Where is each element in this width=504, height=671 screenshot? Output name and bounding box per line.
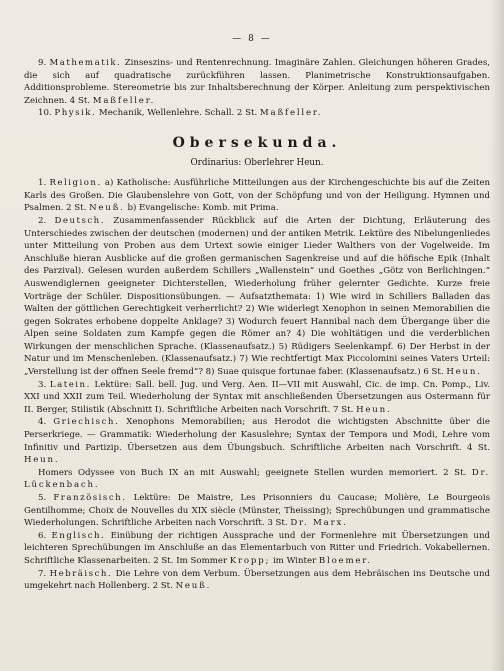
item-latein [24,379,490,417]
item-text-continued: b) Evangelische: Komb. mit Prima. [127,203,279,214]
teacher-name: Neuß. [89,203,125,214]
item-subject: Latein. [49,379,91,390]
teacher-name: Neuß. [175,581,212,592]
teacher-name: Dr. Lückenbach. [24,467,490,491]
item-number: 5. [38,493,47,503]
teacher-name: Maßfeller. [92,95,156,106]
item-number: 10. [38,108,52,119]
document-body [24,57,490,593]
item-text: Homers Odyssee von Buch IX an mit Auswahl; geeignete Stellen wurden memoriert. 2 St. [38,467,467,478]
item-text: Lektüre: Sall. bell. Jug. und Verg. Aen. II—VII mit Auswahl, Cic. de imp. Cn. Pomp., Liv. XXI und XXII zum Teil. Wiederholung der Syntax mit anschließenden Übersetzungen aus Ostermann für II. Berger, Stilistik (Abschnitt I). Schriftliche Arbeiten nach Vorschrift. 7 St. [24,379,491,415]
page-number: — 8 — [232,34,272,44]
item-number: 2. [38,215,47,226]
item-griechisch [24,416,490,466]
ordinarius-line [24,157,490,170]
ordinarius-label: Ordinarius: [190,157,242,168]
item-text: Einübung der richtigen Aussprache und der Formenlehre mit Übersetzungen und leichteren Sprechübungen im Anschluße an das Elementarbuch von Ritter und Friedrich. Vokabellernen. Schriftliche Klassenarbeiten. 2 St. Im Sommer [24,530,491,566]
item-englisch [24,530,490,568]
item-number: 6. [38,530,47,541]
item-subject: Physik. [54,108,97,119]
teacher-name: Heun. [446,367,482,378]
item-subject: Deutsch. [54,215,105,226]
teacher-name: Kropp; [229,555,271,566]
teacher-name: Bloemer. [318,555,372,566]
teacher-name: Heun. [24,455,60,466]
item-text: Zinseszins- und Rentenrechnung. Imaginäre Zahlen. Gleichungen höheren Grades, die sich auf quadratische zurückführen lassen. Planimetrische Konstruktionsaufgaben. Additionsprobleme. Stereometrie bis zur Inhaltsberechnung der Körper. Anleitung zum perspektivischen Zeichnen. 4 St. [24,58,490,106]
item-subject: Hebräisch. [49,568,113,579]
item-mathematik [24,57,490,107]
item-number: 3. [38,379,47,390]
item-subject: Mathematik. [49,58,122,68]
teacher-name: Maßfeller. [259,108,323,119]
item-text: Zusammenfassender Rückblick auf die Arten der Dichtung, Erläuterung des Unterschiedes zwischen der deutschen (modernen) und der antiken Metrik. Lektüre des Nibelungenliedes unter Mitteilung von Proben aus dem Urtext sowie einiger Lieder Walthers von der Vogelweide. Im Anschluße hieran Ausblicke auf die großen germanischen Sagenkreise und auf die höfische Epik (Inhalt des Parzival). Gelesen wurden außerdem Schillers „Wallenstein“ und Goethes „Götz von Berlichingen.“ Auswendiglernen geeigneter Dichterstellen, Wiederholung früher gelernter Gedichte. Kurze freie Vorträge der Schüler. Dispositionsübungen. — Aufsatzthemata: 1) Wie wird in Schillers Balladen das Walten der göttlichen Gerechtigkeit verherrlicht? 2) Wie widerlegt Xenophon in seinen Memorabilien die gegen Sokrates erhobene doppelte Anklage? 3) Wodurch feuert Hannibal nach dem Übergange über die Alpen seine Soldaten zum Kampfe gegen die Römer an? 4) Die wohltätigen und die verderblichen Wirkungen der menschlichen Sprache. (Klassenaufsatz.) 5) Rüdigers Seelenkampf. 6) Der Herbst in der Natur und im Menschenleben. (Klassenaufsatz.) 7) Wie rechtfertigt Max Piccolomini seines Vaters Urteil: „Verstellung ist der offnen Seele fremd“? 8) Suae quisque fortunae faber. (Klassenaufsatz.) 6 St. [24,215,491,378]
page-edge-shadow [490,0,504,671]
teacher-name: Heun. [356,404,392,415]
ordinarius-name: Oberlehrer Heun. [244,157,324,168]
item-deutsch [24,215,490,379]
item-griechisch-homer [24,467,490,492]
item-subject: Französisch. [53,493,127,503]
item-number: 1. [38,178,47,189]
item-text: Die Lehre von dem Verbum. Übersetzungen aus dem Hebräischen ins Deutsche und umgekehrt nach Hollenberg. 2 St. [24,568,490,592]
teacher-name: Dr. Marx. [290,518,348,529]
item-hebraeisch [24,568,490,593]
item-text: Mechanik, Wellenlehre. Schall. 2 St. [98,108,258,119]
item-subject: Englisch. [51,530,106,541]
item-number: 4. [38,417,47,428]
item-text: Xenophons Memorabilien; aus Herodot die wichtigsten Abschnitte über die Perserkriege. — Grammatik: Wiederholung der Kasuslehre; Syntax der Tempora und Modi, Lehre vom Infinitiv und Partizip. Übersetzen aus dem Übungsbuch. Schriftliche Arbeiten nach Vorschrift. 4 St. [24,417,490,453]
item-subject: Griechisch. [53,417,120,428]
item-text: a) Katholische: Ausführliche Mitteilungen aus der Kirchengeschichte bis auf die Zeiten Karls des Großen. Die Glaubenslehre von Gott, von der Schöpfung und von der Heiligung. Hymnen und Psalmen. 2 St. [24,178,491,214]
item-religion [24,177,490,215]
item-franzoesisch [24,492,490,530]
item-number: 7. [38,568,47,579]
item-text: Lektüre: De Maistre, Les Prisonniers du Caucase; Molière, Le Bourgeois Gentilhomme; Choix de Nouvelles du XIX siècle (Münster, Theissing); Sprechübungen und grammatische Wiederholungen. Schriftliche Arbeiten nach Vorschrift. 3 St. [24,493,491,529]
item-subject: Religion. [49,178,102,189]
item-physik [24,107,490,120]
section-title: Obersekunda. [172,134,342,151]
item-number: 9. [38,58,47,68]
item-text-continued: im Winter [272,555,317,566]
